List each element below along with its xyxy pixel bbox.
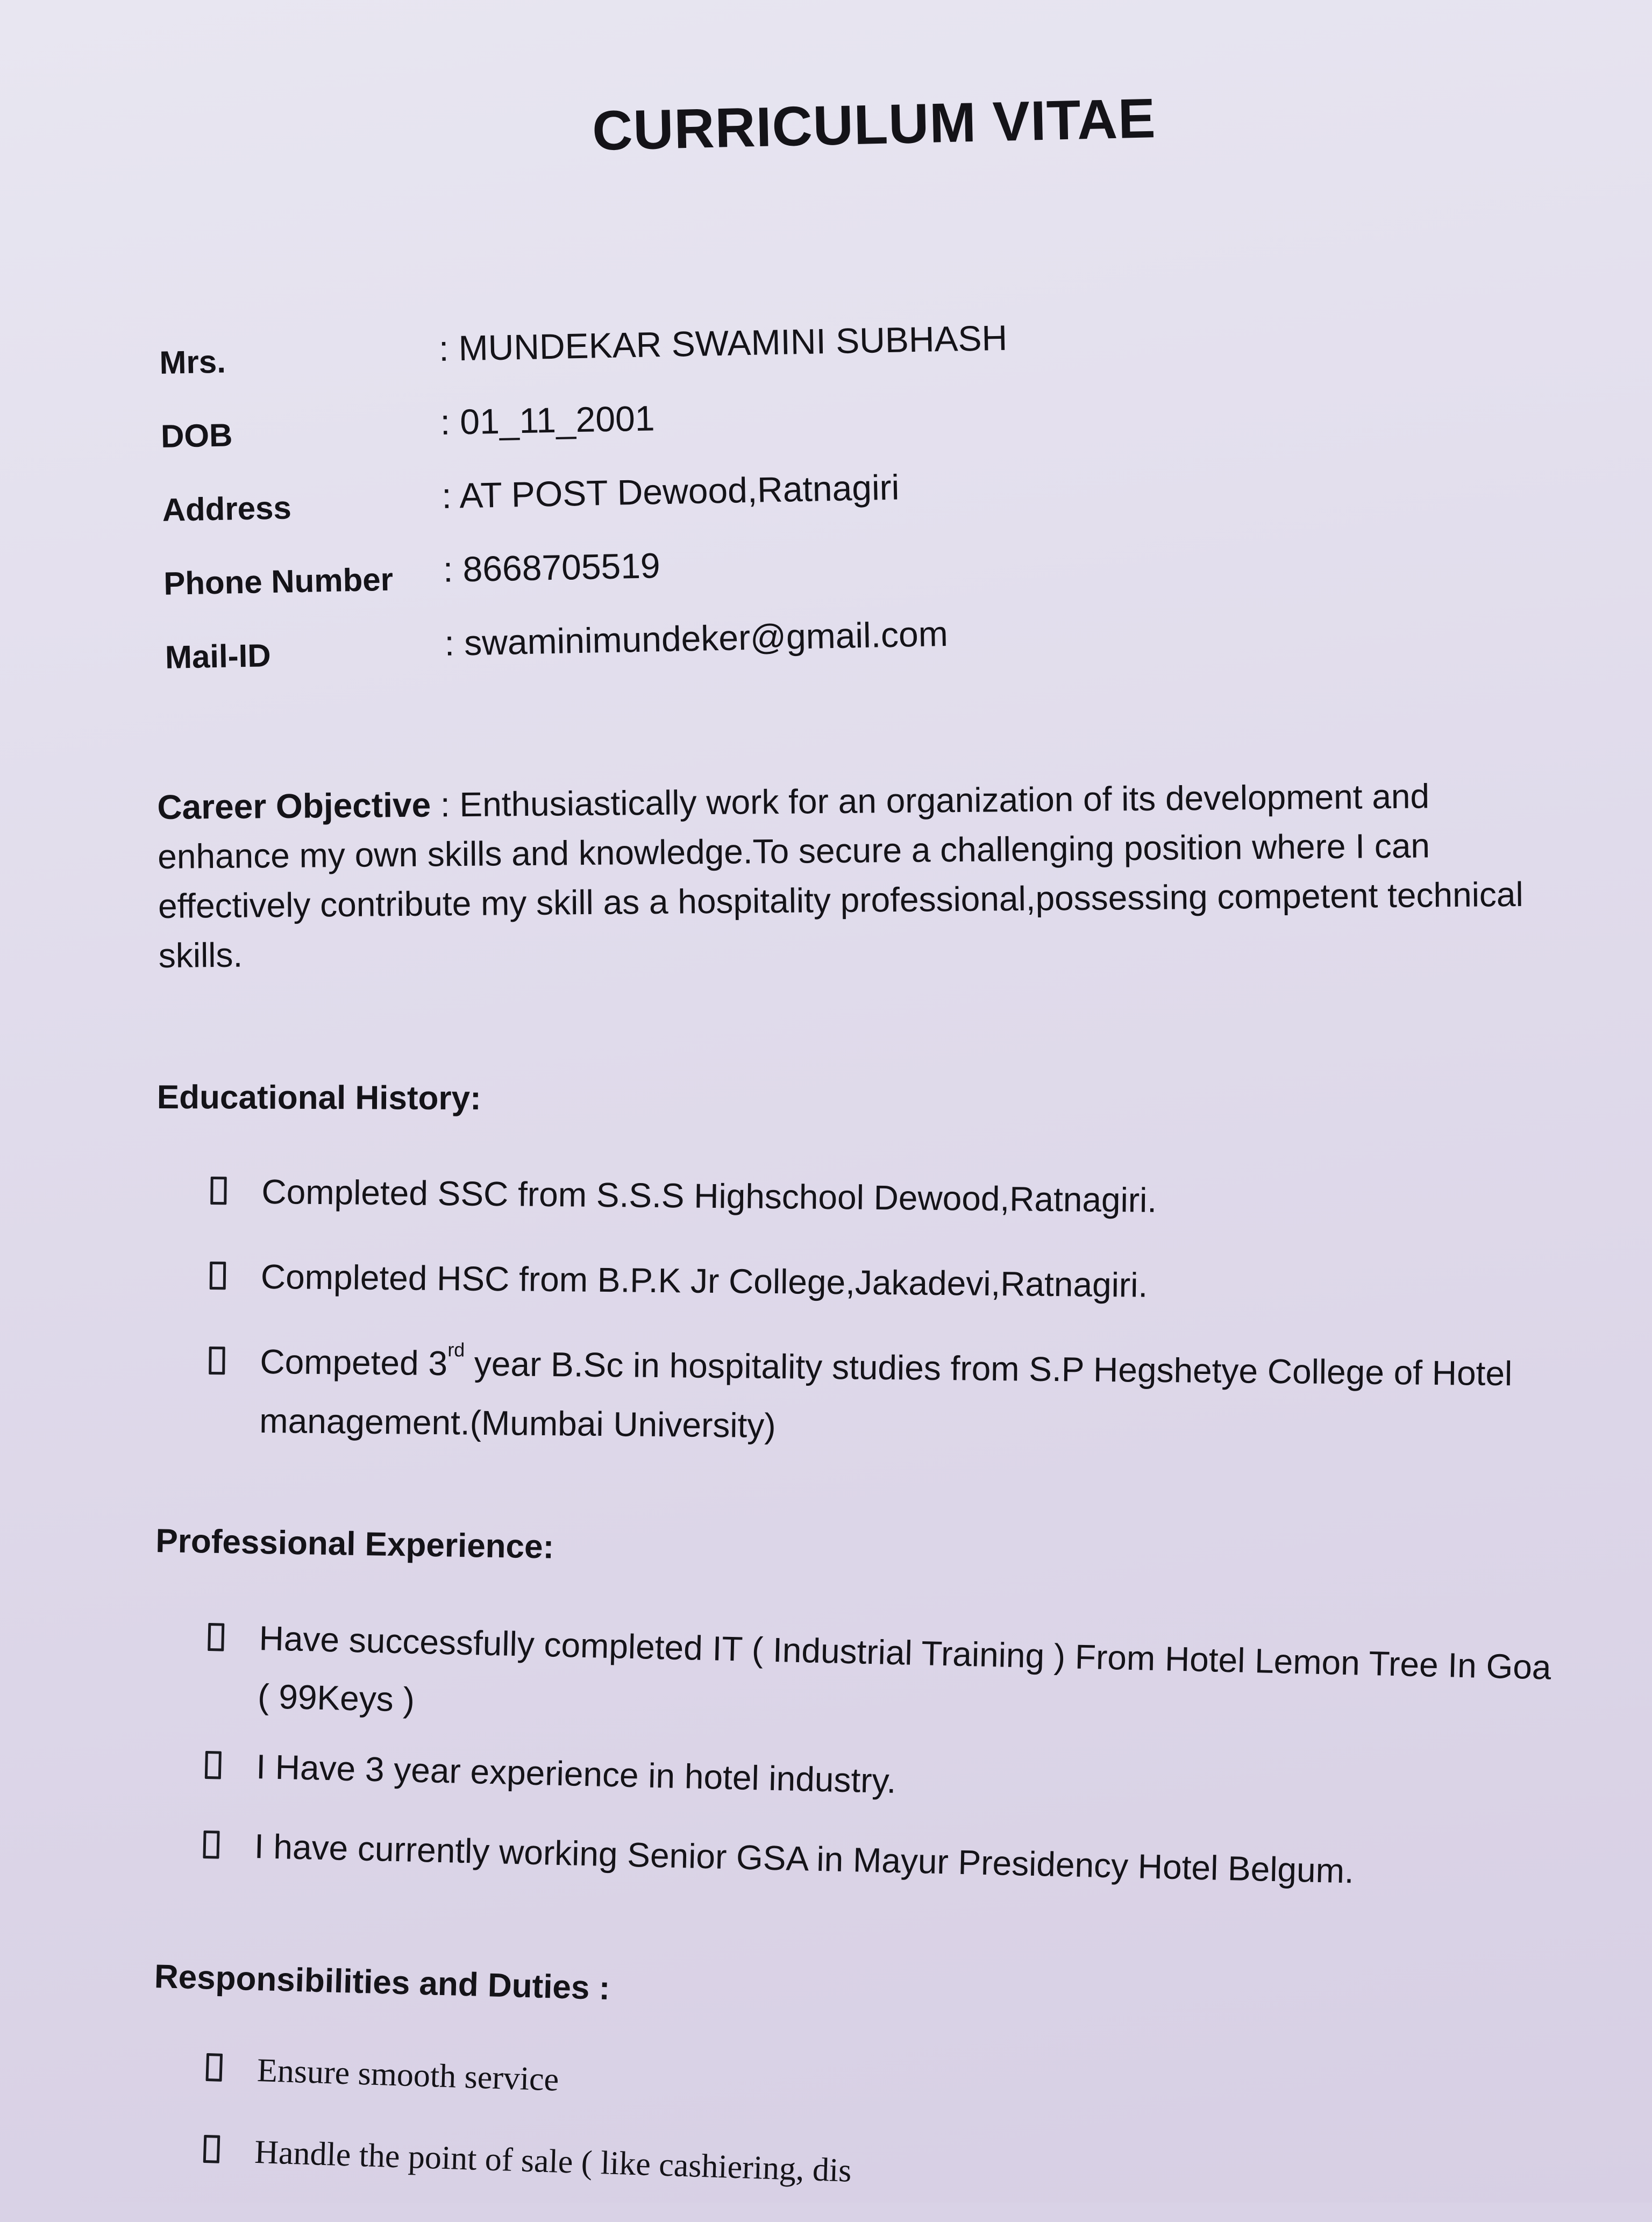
education-list [208, 1162, 1534, 1463]
education-item-pre: Competed 3 [260, 1342, 448, 1383]
bullet-box-icon [210, 1262, 226, 1290]
career-objective-separator: : [430, 785, 460, 824]
responsibilities-list [203, 2038, 1551, 2222]
list-item [203, 2120, 1548, 2222]
experience-heading: Professional Experience: [155, 1522, 554, 1566]
address-value: : AT POST Dewood,Ratnagiri [441, 467, 900, 516]
list-item [203, 1815, 1548, 1905]
responsibilities-heading: Responsibilities and Duties : [154, 1957, 611, 2007]
list-item [210, 1162, 1534, 1234]
phone-label: Phone Number [163, 561, 394, 602]
career-objective-label: Career Objective [157, 785, 431, 827]
career-objective-text: Enthusiastically work for an organization of its development and enhance my own skills and knowledge.To secure a challenging position where I can effectively contribute my skill as a hospitality professional,possessing competent technical skills. [157, 777, 1523, 975]
list-item [209, 1247, 1533, 1319]
education-item-text: Completed SSC from S.S.S Highschool Dewood,Ratnagiri. [261, 1172, 1157, 1220]
education-item-sup: rd [447, 1338, 465, 1361]
email-label: Mail-ID [165, 637, 272, 675]
bullet-box-icon [209, 1347, 225, 1374]
responsibility-item-text: Ensure smooth service [257, 2052, 560, 2098]
education-item-text [259, 1338, 1513, 1445]
responsibility-item-text: Handle the point of sale ( like cashiering, dis [254, 2133, 852, 2189]
email-value: : swaminimundeker@gmail.com [444, 613, 949, 663]
name-label: Mrs. [159, 343, 226, 381]
experience-list [203, 1608, 1553, 1905]
bullet-box-icon [203, 2135, 220, 2163]
bullet-box-icon [208, 1623, 224, 1651]
bullet-box-icon [205, 2053, 223, 2082]
experience-item-text: Have successfully completed IT ( Industrial Training ) From Hotel Lemon Tree In Goa ( 99Keys ) [257, 1619, 1552, 1719]
list-item [205, 2038, 1550, 2140]
experience-item-text: I have currently working Senior GSA in Mayur Presidency Hotel Belgum. [254, 1827, 1355, 1891]
dob-label: DOB [160, 417, 233, 454]
education-item-text: Completed HSC from B.P.K Jr College,Jakadevi,Ratnagiri. [260, 1257, 1148, 1305]
address-label: Address [162, 489, 292, 528]
name-value: : MUNDEKAR SWAMINI SUBHASH [438, 317, 1008, 368]
list-item [208, 1331, 1532, 1463]
bullet-box-icon [203, 1831, 219, 1859]
document-title: CURRICULUM VITAE [592, 87, 1157, 162]
education-item-post: year B.Sc in hospitality studies from S.P Hegshetye College of Hotel management.(Mumbai University) [259, 1344, 1513, 1445]
career-objective [157, 770, 1546, 980]
bullet-box-icon [205, 1751, 222, 1779]
phone-value: : 8668705519 [443, 545, 661, 589]
personal-info [159, 298, 1456, 691]
education-heading: Educational History: [156, 1079, 481, 1117]
dob-value: : 01_11_2001 [439, 398, 656, 442]
list-item [206, 1608, 1553, 1755]
bullet-box-icon [210, 1177, 226, 1205]
experience-item-text: I Have 3 year experience in hotel industry. [255, 1747, 897, 1801]
